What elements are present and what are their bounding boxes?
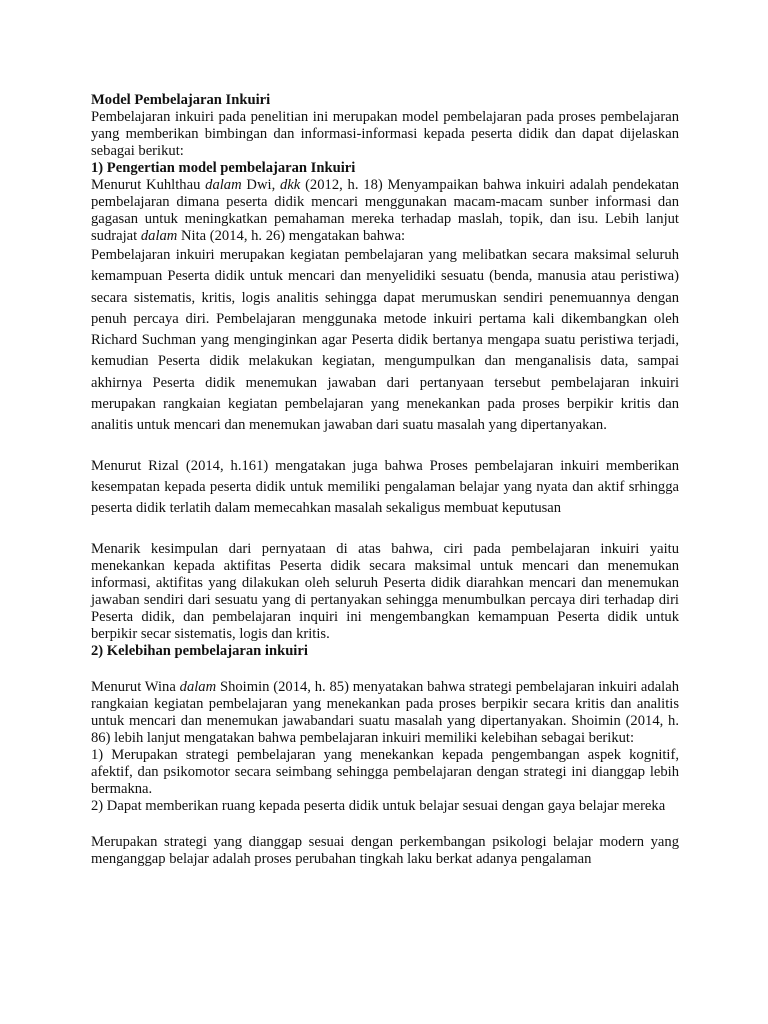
section-2-paragraph-1: Menurut Wina dalam Shoimin (2014, h. 85) menyatakan bahwa strategi pembelajaran inkuiri adalah rangkaian kegiatan pembelajaran yang menekankan pada proses berpikir secara kritis dan analitis untuk mencari dan menemukan jawabandari suatu masalah yang dipertanyakan. Shoimin (2014, h. 86) lebih lanjut mengatakan bahwa pembelajaran inkuiri memiliki kelebihan sebagai berikut: <box>91 678 680 746</box>
spacer <box>91 660 679 679</box>
section-2-heading: 2) Kelebihan pembelajaran inkuiri <box>91 642 308 659</box>
document-page <box>91 92 679 868</box>
spacer <box>91 437 679 456</box>
list-item-1: 1) Merupakan strategi pembelajaran yang menekankan kepada pengembangan aspek kognitif, afektif, dan psikomotor secara seimbang sehingga pembelajaran dengan strategi ini dianggap lebih bermakna. <box>91 746 679 797</box>
section-2-paragraph-2: Merupakan strategi yang dianggap sesuai dengan perkembangan psikologi belajar modern yang menganggap belajar adalah proses perubahan tingkah laku berkat adanya pengalaman <box>91 833 679 867</box>
section-1-quote-paragraph: Pembelajaran inkuiri merupakan kegiatan pembelajaran yang melibatkan secara maksimal seluruh kemampuan Peserta didik untuk mencari dan menyelidiki sesuatu (benda, manusia atau peristiwa) secara sistematis, kritis, logis analitis sehingga dapat merumuskan sendiri penemuannya dengan penuh percaya diri. Pembelajaran menggunaka metode inkuiri pertama kali dikembangkan oleh Richard Suchman yang menginginkan agar Peserta didik bertanya mengapa suatu peristiwa terjadi, kemudian Peserta didik melakukan kegiatan, mengumpulkan dan menganalisis data, sampai akhirnya Peserta didik menemukan jawaban dari pertanyaan tersebut pembelajaran inkuiri merupakan rangkaian kegiatan pembelajaran yang menekankan pada proses berpikir kritis dan analitis untuk mencari dan menemukan jawaban dari suatu masalah yang dipertanyakan. <box>91 247 679 434</box>
list-item-2: 2) Dapat memberikan ruang kepada peserta didik untuk belajar sesuai dengan gaya belajar mereka <box>91 797 666 814</box>
spacer <box>91 815 679 834</box>
spacer <box>91 520 679 541</box>
intro-paragraph: Pembelajaran inkuiri pada penelitian ini merupakan model pembelajaran pada proses pembelajaran yang memberikan bimbingan dan informasi-informasi kepada peserta didik dan dapat dijelaskan sebagai berikut: <box>91 109 679 159</box>
document-title: Model Pembelajaran Inkuiri <box>91 92 271 108</box>
section-1-paragraph-4: Menarik kesimpulan dari pernyataan di atas bahwa, ciri pada pembelajaran inkuiri yaitu menekankan kepada aktifitas Peserta didik secara maksimal untuk mencari dan menemukan informasi, aktifitas yang dilakukan oleh seluruh Peserta didik diarahkan mencari dan menemukan jawaban sendiri dari sesuatu yang di pertanyakan sehingga menumbulkan percaya diri terhadap diri Peserta didik, dan pembelajaran inquiri ini mengembangkan kemampuan Peserta didik untuk berpikir secar sistematis, logis dan kritis. <box>91 540 679 642</box>
section-1-paragraph-1: Menurut Kuhlthau dalam Dwi, dkk (2012, h. 18) Menyampaikan bahwa inkuiri adalah pendekatan pembelajaran dimana peserta didik mencari menggunakan macam-macam sunber informasi dan gagasan untuk meningkatkan pemahaman mereka terhadap maslah, topik, dan isu. Lebih lanjut sudrajat dalam Nita (2014, h. 26) mengatakan bahwa: <box>91 177 679 244</box>
section-1-paragraph-3: Menurut Rizal (2014, h.161) mengatakan juga bahwa Proses pembelajaran inkuiri memberikan kesempatan kepada peserta didik untuk memiliki pengalaman belajar yang nyata dan aktif srhingga peserta didik terlatih dalam memecahkan masalah sekaligus membuat keputusan <box>91 457 679 517</box>
section-1-heading: 1) Pengertian model pembelajaran Inkuiri <box>91 160 356 176</box>
